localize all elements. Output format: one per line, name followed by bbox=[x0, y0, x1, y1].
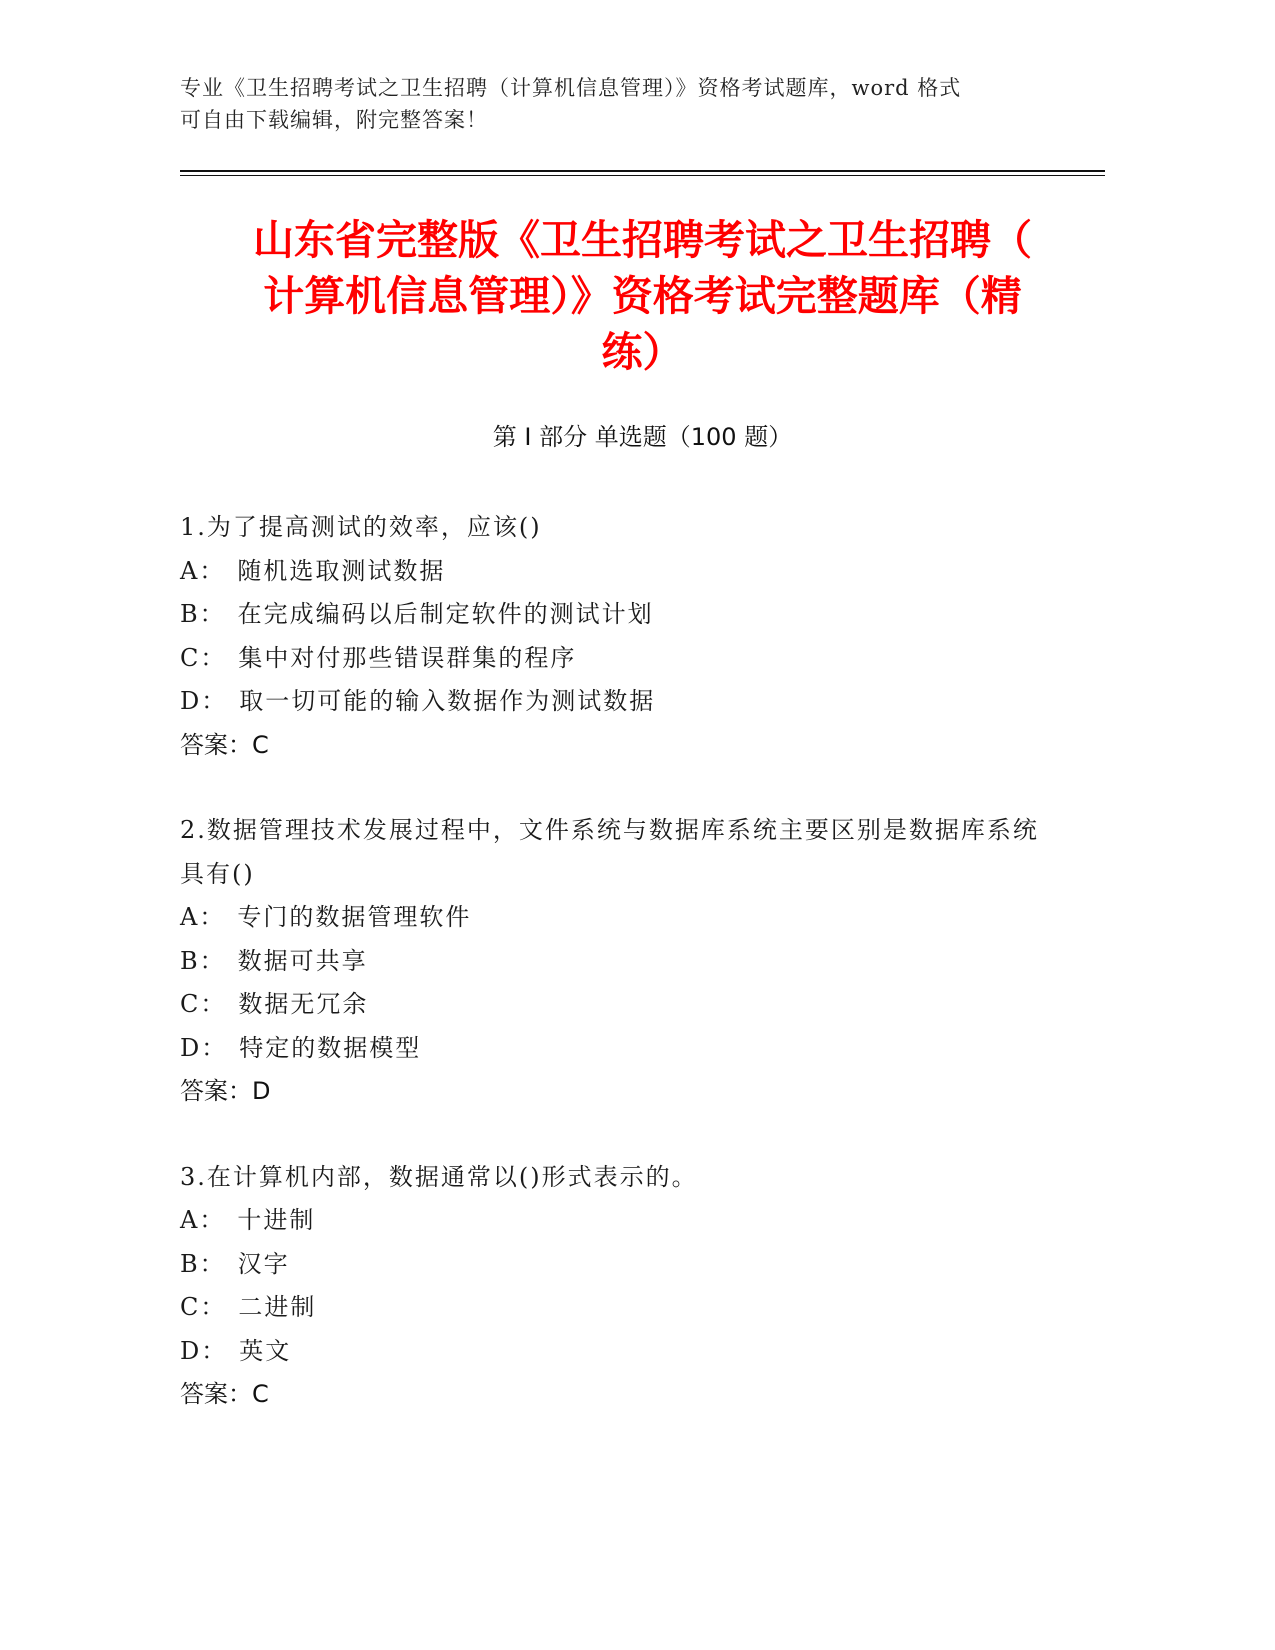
option-text: 二进制 bbox=[238, 1293, 317, 1321]
option-key: B： bbox=[180, 600, 226, 628]
answer-line: 答案：C bbox=[180, 730, 269, 759]
question-stem: 2.数据管理技术发展过程中，文件系统与数据库系统主要区别是数据库系统具有() bbox=[180, 816, 1039, 888]
header-rule-thin bbox=[180, 175, 1105, 176]
option-text: 英文 bbox=[239, 1336, 292, 1365]
intro-line-1: 专业《卫生招聘考试之卫生招聘（计算机信息管理）》资格考试题库，word 格式 bbox=[180, 76, 962, 100]
option-text: 数据可共享 bbox=[237, 946, 368, 975]
option-key: C： bbox=[180, 1293, 227, 1321]
option-b bbox=[180, 1243, 1060, 1287]
option-a bbox=[180, 550, 1060, 594]
option-a bbox=[180, 896, 1060, 940]
option-key: B： bbox=[180, 946, 226, 975]
option-key: C： bbox=[180, 643, 227, 672]
title-line-3: 练） bbox=[601, 328, 684, 376]
option-text: 十进制 bbox=[237, 1206, 316, 1234]
option-text: 在完成编码以后制定软件的测试计划 bbox=[237, 600, 654, 628]
question-stem: 3.在计算机内部，数据通常以()形式表示的。 bbox=[180, 1162, 698, 1191]
section-heading: 第 I 部分 单选题（100 题） bbox=[492, 423, 793, 451]
intro-line-2: 可自由下载编辑，附完整答案！ bbox=[180, 108, 488, 132]
question-2 bbox=[180, 809, 1060, 1114]
header-rule-thick bbox=[180, 170, 1105, 172]
question-list bbox=[180, 506, 1060, 1459]
option-key: A： bbox=[180, 556, 226, 585]
title-line-1: 山东省完整版《卫生招聘考试之卫生招聘（ bbox=[253, 216, 1032, 264]
option-key: D： bbox=[180, 1033, 228, 1062]
option-text: 取一切可能的输入数据作为测试数据 bbox=[239, 687, 656, 715]
question-1 bbox=[180, 506, 1060, 767]
option-d bbox=[180, 1330, 1060, 1374]
title-line-2: 计算机信息管理）》资格考试完整题库（精 bbox=[263, 272, 1022, 320]
option-key: D： bbox=[180, 687, 228, 715]
option-c bbox=[180, 983, 1060, 1027]
option-text: 汉字 bbox=[237, 1249, 290, 1278]
option-c bbox=[180, 1286, 1060, 1330]
option-text: 特定的数据模型 bbox=[239, 1033, 422, 1062]
option-key: B： bbox=[180, 1249, 226, 1278]
option-b bbox=[180, 593, 1060, 637]
option-a bbox=[180, 1199, 1060, 1243]
option-text: 专门的数据管理软件 bbox=[237, 903, 472, 931]
option-key: A： bbox=[180, 1206, 226, 1234]
option-text: 集中对付那些错误群集的程序 bbox=[238, 643, 577, 672]
answer-line: 答案：D bbox=[180, 1077, 271, 1105]
option-d bbox=[180, 1027, 1060, 1071]
option-text: 数据无冗余 bbox=[238, 990, 369, 1018]
option-b bbox=[180, 940, 1060, 984]
document-title bbox=[180, 212, 1105, 380]
intro-text bbox=[180, 72, 1040, 136]
option-text: 随机选取测试数据 bbox=[237, 556, 446, 585]
option-key: D： bbox=[180, 1336, 228, 1365]
option-c bbox=[180, 637, 1060, 681]
option-key: A： bbox=[180, 903, 226, 931]
option-d bbox=[180, 680, 1060, 724]
answer-line: 答案：C bbox=[180, 1380, 269, 1408]
option-key: C： bbox=[180, 990, 227, 1018]
question-3 bbox=[180, 1156, 1060, 1417]
question-stem: 1.为了提高测试的效率，应该() bbox=[180, 513, 542, 541]
